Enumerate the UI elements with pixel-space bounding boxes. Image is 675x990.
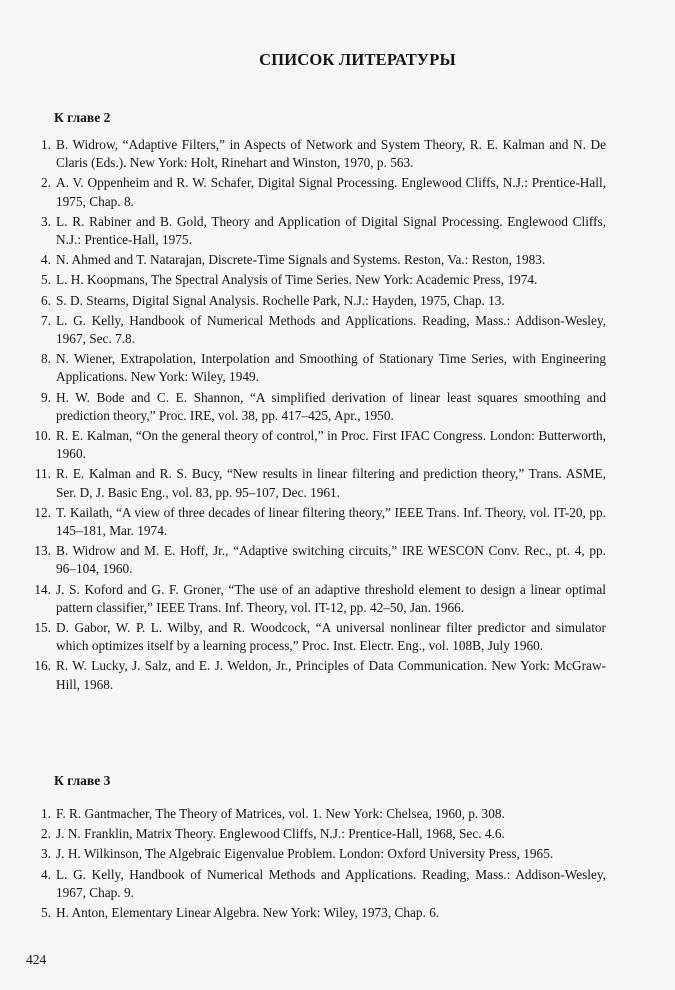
reference-text: H. Anton, Elementary Linear Algebra. New York: Wiley, 1973, Chap. 6. <box>56 905 440 921</box>
reference-number: 1. <box>41 806 51 821</box>
reference-item <box>30 657 606 693</box>
reference-number: 5. <box>41 905 51 921</box>
reference-number: 14. <box>34 581 51 597</box>
reference-item <box>30 292 606 310</box>
reference-text: S. D. Stearns, Digital Signal Analysis. Rochelle Park, N.J.: Hayden, 1975, Chap. 13. <box>56 292 505 308</box>
reference-text: R. E. Kalman and R. S. Bucy, “New results in linear filtering and prediction theory,” Trans. ASME, Ser. D, J. Basic Eng., vol. 83, pp. 95–107, Dec. 1961. <box>56 466 606 500</box>
reference-item <box>30 581 606 617</box>
reference-text: R. W. Lucky, J. Salz, and E. J. Weldon, Jr., Principles of Data Communication. New York: McGraw-Hill, 1968. <box>56 658 606 692</box>
reference-number: 4. <box>41 866 51 882</box>
reference-text: T. Kailath, “A view of three decades of linear filtering theory,” IEEE Trans. Inf. Theory, vol. IT-20, pp. 145–181, Mar. 1974. <box>56 504 606 539</box>
page-title: СПИСОК ЛИТЕРАТУРЫ <box>259 50 456 69</box>
reference-item <box>30 427 606 463</box>
reference-text: L. G. Kelly, Handbook of Numerical Methods and Applications. Reading, Mass.: Addison-Wesley, 1967, Chap. 9. <box>56 866 606 900</box>
reference-text: R. E. Kalman, “On the general theory of control,” in Proc. First IFAC Congress. London: Butterworth, 1960. <box>56 428 606 462</box>
reference-number: 3. <box>41 213 51 229</box>
chapter-3-heading: К главе 3 <box>54 773 111 788</box>
reference-number: 16. <box>34 658 51 674</box>
reference-item <box>30 866 606 902</box>
reference-text: N. Wiener, Extrapolation, Interpolation and Smoothing of Stationary Time Series, with Engineering Applications. New York: Wiley, 1949. <box>56 351 606 385</box>
reference-number: 10. <box>34 428 51 444</box>
reference-text: J. S. Koford and G. F. Groner, “The use of an adaptive threshold element to design a linear optimal pattern classifier,” IEEE Trans. Inf. Theory, vol. IT-12, pp. 42–50, Jan. 1966. <box>56 581 606 615</box>
reference-item <box>30 389 606 425</box>
reference-number: 1. <box>41 137 51 152</box>
reference-text: B. Widrow, “Adaptive Filters,” in Aspects of Network and System Theory, R. E. Kalman and N. De Claris (Eds.). New York: Holt, Rinehart and Winston, 1970, p. 563. <box>56 137 606 171</box>
reference-number: 4. <box>41 252 51 268</box>
reference-item <box>30 825 606 843</box>
reference-item <box>30 845 606 863</box>
reference-item <box>30 542 606 578</box>
reference-number: 5. <box>41 272 51 288</box>
reference-item <box>30 213 606 249</box>
reference-text: J. N. Franklin, Matrix Theory. Englewood Cliffs, N.J.: Prentice-Hall, 1968, Sec. 4.6. <box>56 826 505 842</box>
reference-number: 2. <box>41 175 51 191</box>
reference-text: L. G. Kelly, Handbook of Numerical Methods and Applications. Reading, Mass.: Addison-Wesley, 1967, Sec. 7.8. <box>56 312 606 347</box>
reference-text: N. Ahmed and T. Natarajan, Discrete-Time Signals and Systems. Reston, Va.: Reston, 1983. <box>56 252 546 268</box>
page-number: 424 <box>26 952 47 967</box>
reference-text: H. W. Bode and C. E. Shannon, “A simplified derivation of linear least squares smoothing and prediction theory,” Proc. IRE, vol. 38, pp. 417–425, Apr., 1950. <box>56 389 606 423</box>
reference-number: 8. <box>41 351 51 367</box>
reference-number: 15. <box>34 620 51 636</box>
reference-text: A. V. Oppenheim and R. W. Schafer, Digital Signal Processing. Englewood Cliffs, N.J.: Prentice-Hall, 1975, Chap. 8. <box>56 175 606 209</box>
reference-item <box>30 619 606 655</box>
reference-text: F. R. Gantmacher, The Theory of Matrices, vol. 1. New York: Chelsea, 1960, p. 308. <box>56 806 505 821</box>
reference-item <box>30 251 606 269</box>
reference-text: L. H. Koopmans, The Spectral Analysis of Time Series. New York: Academic Press, 1974. <box>56 272 538 288</box>
reference-text: B. Widrow and M. E. Hoff, Jr., “Adaptive switching circuits,” IRE WESCON Conv. Rec., pt. 4, pp. 96–104, 1960. <box>56 543 606 577</box>
chapter-3-reference-list <box>30 805 606 924</box>
reference-text: J. H. Wilkinson, The Algebraic Eigenvalue Problem. London: Oxford University Press, 1965. <box>56 846 554 862</box>
reference-item <box>30 465 606 501</box>
reference-text: D. Gabor, W. P. L. Wilby, and R. Woodcock, “A universal nonlinear filter predictor and simulator which optimizes itself by a learning process,” Proc. Inst. Electr. Eng., vol. 108B, July 1960. <box>56 620 606 654</box>
reference-item <box>30 805 606 823</box>
reference-number: 11. <box>34 466 51 482</box>
reference-item <box>30 271 606 289</box>
reference-item <box>30 350 606 386</box>
reference-number: 12. <box>34 504 51 520</box>
reference-number: 9. <box>41 389 51 405</box>
reference-item <box>30 904 606 922</box>
chapter-2-reference-list <box>30 136 606 696</box>
reference-text: L. R. Rabiner and B. Gold, Theory and Application of Digital Signal Processing. Englewood Cliffs, N.J.: Prentice-Hall, 1975. <box>56 213 606 248</box>
reference-item <box>30 504 606 540</box>
reference-number: 3. <box>41 846 51 862</box>
reference-number: 2. <box>41 826 51 842</box>
reference-number: 7. <box>41 312 51 328</box>
reference-item <box>30 312 606 348</box>
reference-item <box>30 136 606 172</box>
reference-number: 13. <box>34 543 51 559</box>
reference-item <box>30 174 606 210</box>
chapter-2-heading: К главе 2 <box>54 110 111 125</box>
reference-number: 6. <box>41 292 51 308</box>
